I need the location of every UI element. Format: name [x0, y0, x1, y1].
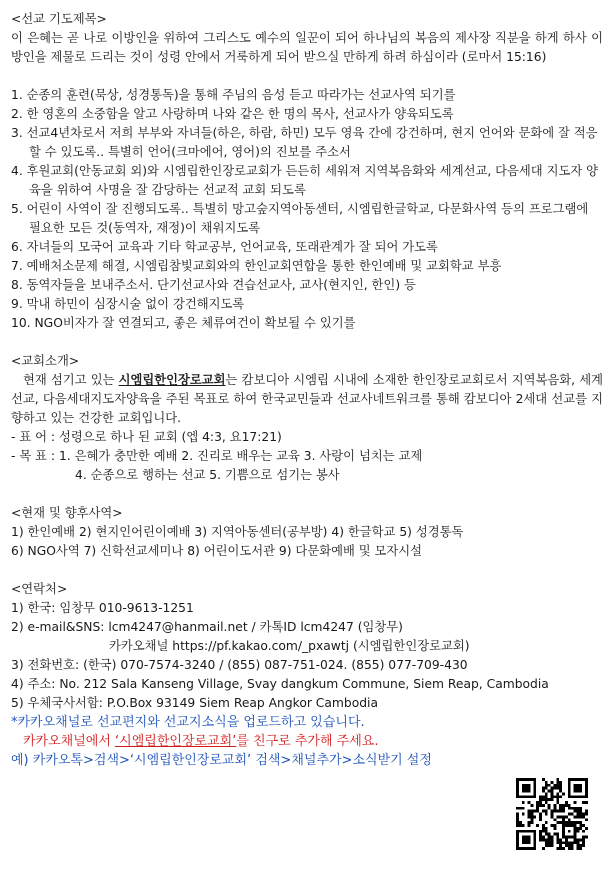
contact-phone: 1) 한국: 임창무 010-9613-1251: [11, 601, 194, 615]
intro-heading: <교회소개>: [11, 354, 80, 368]
prayer-item: 1. 순종의 훈련(묵상, 성경통독)을 통해 주님의 음성 듣고 따라가는 선교사역 되기를: [11, 88, 456, 102]
prayer-item: 8. 동역자들을 보내주소서. 단기선교사와 견습선교사, 교사(현지인, 한인) 등: [11, 278, 416, 292]
prayer-item: 5. 어린이 사역이 잘 진행되도록.. 특별히 망고숲지역아동센터, 시엠립한글학교, 다문화사역 등의 프로그램에 필요한 모든 것(동역자, 재정)이 채워지도록: [11, 202, 589, 235]
contact-po-box: 5) 우체국사서함: P.O.Box 93149 Siem Reap Angkor Cambodia: [11, 696, 378, 710]
contact-address: 4) 주소: No. 212 Sala Kanseng Village, Svay dangkum Commune, Siem Reap, Cambodia: [11, 677, 549, 691]
prayer-verse: 이 은혜는 곧 나로 이방인을 위하여 그리스도 예수의 일꾼이 되어 하나님의 복음의 제사장 직분을 하게 하사 이방인을 제물로 드리는 것이 성령 안에서 거룩하게 되어 받으실 만하게 하려 하심이라 (로마서 15:16): [11, 31, 603, 64]
notice-line-1: *카카오채널로 선교편지와 선교지소식을 업로드하고 있습니다.: [11, 715, 365, 730]
contact-tel: 3) 전화번호: (한국) 070-7574-3240 / (855) 087-751-024. (855) 077-709-430: [11, 658, 468, 672]
notice-line-2-pre: 카카오채널에서: [23, 734, 116, 749]
intro-lead: 현재 섬기고 있는: [23, 373, 119, 387]
notice-line-2-post: 를 친구로 추가해 주세요.: [236, 734, 379, 749]
intro-body: 는 캄보디아 시엠립 시내에 소재한 한인장로교회로서 지역복음화, 세계선교, 다음세대지도자양육을 주된 목표로 하여 한국교민들과 선교사네트워크를 통해 캄보디아 2세대 선교를 지향하고 있는 건강한 교회입니다.: [11, 373, 603, 425]
prayer-item: 3. 선교4년차로서 저희 부부와 자녀들(하은, 하람, 하민) 모두 영육 간에 강건하며, 현지 언어와 문화에 잘 적응할 수 있도록.. 특별히 언어(크마에어, 영어)의 진보를 주소서: [11, 126, 598, 159]
prayer-item: 10. NGO비자가 잘 연결되고, 좋은 체류여건이 확보될 수 있기를: [11, 316, 356, 330]
prayer-heading: <선교 기도제목>: [11, 12, 107, 26]
intro-goals-1: - 목 표 : 1. 은혜가 충만한 예배 2. 진리로 배우는 교육 3. 사랑이 넘치는 교제: [11, 449, 423, 463]
contact-heading: <연락처>: [11, 582, 68, 596]
contact-email: 2) e-mail&SNS: lcm4247@hanmail.net / 카톡ID lcm4247 (임창무): [11, 620, 403, 634]
church-name: 시엠립한인장로교회: [118, 373, 226, 387]
notice-line-2: [11, 732, 603, 751]
prayer-item: 4. 후원교회(안동교회 외)와 시엠립한인장로교회가 든든히 세워져 지역복음화와 세계선교, 다음세대 지도자 양육을 위하여 사명을 잘 감당하는 선교적 교회 되도록: [11, 164, 598, 197]
notice-line-3: 예) 카카오톡>검색>‘시엠립한인장로교회’ 검색>채널추가>소식받기 설정: [11, 753, 432, 768]
ministry-line-1: 1) 한인예배 2) 현지인어린이예배 3) 지역아동센터(공부방) 4) 한글학교 5) 성경통독: [11, 525, 464, 539]
ministry-heading: <현재 및 향후사역>: [11, 506, 123, 520]
intro-motto: - 표 어 : 성령으로 하나 된 교회 (엡 4:3, 요17:21): [11, 430, 282, 444]
contact-kakao-channel: 카카오채널 https://pf.kakao.com/_pxawtj (시엠립한인장로교회): [109, 639, 470, 653]
prayer-list: [11, 86, 603, 333]
prayer-item: 2. 한 영혼의 소중함을 알고 사랑하며 나와 같은 한 명의 목사, 선교사가 양육되도록: [11, 107, 454, 121]
ministry-line-2: 6) NGO사역 7) 신학선교세미나 8) 어린이도서관 9) 다문화예배 및 모자시설: [11, 544, 423, 558]
prayer-item: 9. 막내 하민이 심장시술 없이 강건해지도록: [11, 297, 245, 311]
prayer-item: 6. 자녀들의 모국어 교육과 기타 학교공부, 언어교육, 또래관계가 잘 되어 가도록: [11, 240, 438, 254]
intro-paragraph: [11, 371, 603, 428]
document-page: [11, 10, 603, 770]
intro-goals-2: 4. 순종으로 행하는 선교 5. 기쁨으로 섬기는 봉사: [75, 468, 340, 482]
qr-code-icon: [516, 778, 588, 850]
notice-channel-name: ‘시엠립한인장로교회’: [115, 734, 237, 749]
prayer-item: 7. 예배처소문제 해결, 시엠립참빛교회와의 한인교회연합을 통한 한인예배 및 교회학교 부흥: [11, 259, 502, 273]
